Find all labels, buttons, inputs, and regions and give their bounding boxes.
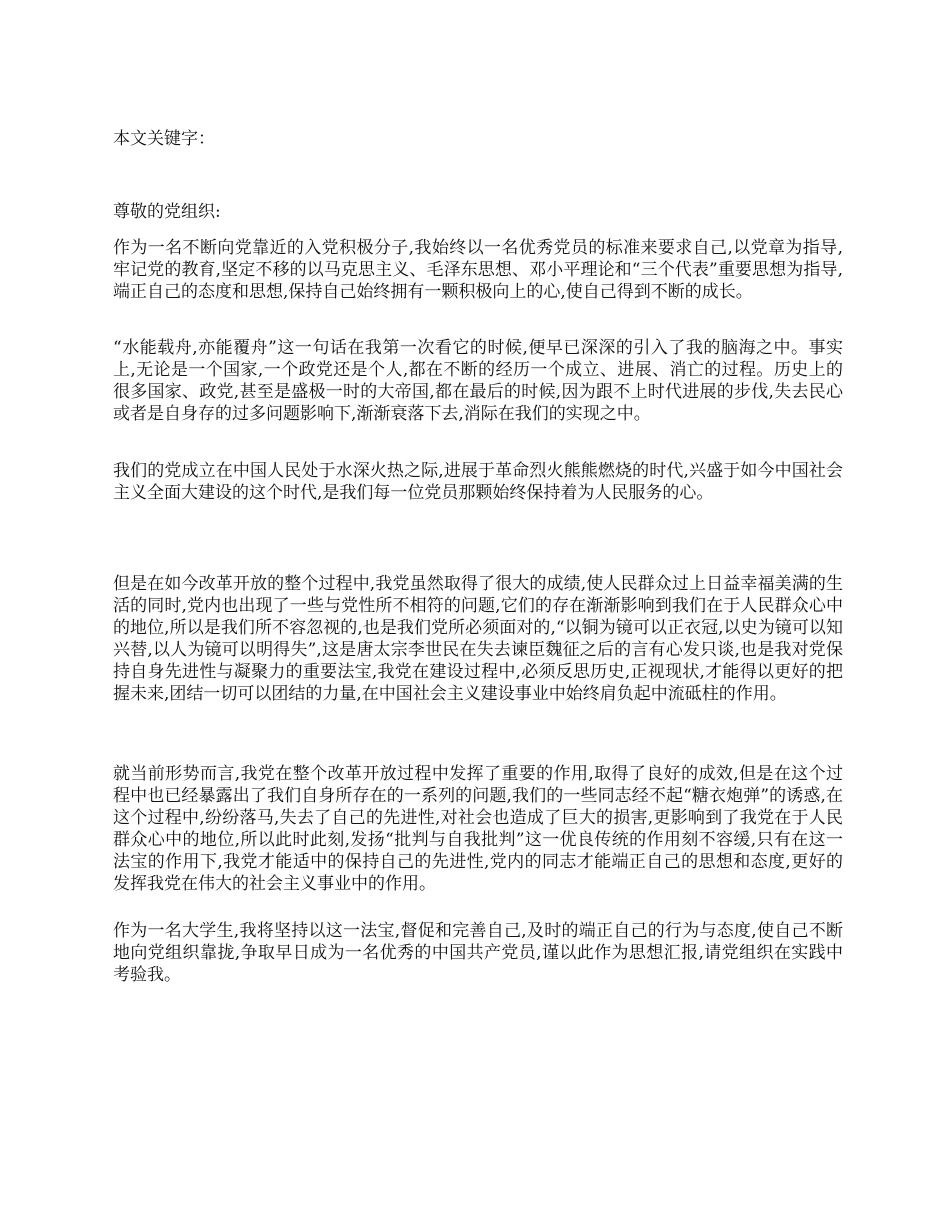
paragraph-1: 作为一名不断向党靠近的入党积极分子,我始终以一名优秀党员的标准来要求自己,以党章为指导,牢记党的教育,坚定不移的以马克思主义、毛泽东思想、邓小平理论和“三个代表”重要思想为指导,端正自己的态度和思想,保持自己始终拥有一颗积极向上的心,使自己得到不断的成长。 — [113, 238, 843, 302]
salutation: 尊敬的党组织: — [113, 202, 221, 222]
paragraph-2: “水能载舟,亦能覆舟”这一句话在我第一次看它的时候,便早已深深的引入了我的脑海之中。事实上,无论是一个国家,一个政党还是个人,都在不断的经历一个成立、进展、消亡的过程。历史上的很多国家、政党,甚至是盛极一时的大帝国,都在最后的时候,因为跟不上时代进展的步伐,失去民心或者是自身存的过多问题影响下,渐渐衰落下去,消际在我们的实现之中。 — [113, 338, 843, 424]
paragraph-6: 作为一名大学生,我将坚持以这一法宝,督促和完善自己,及时的端正自己的行为与态度,使自己不断地向党组织靠拢,争取早日成为一名优秀的中国共产党员,谨以此作为思想汇报,请党组织在实践中考验我。 — [113, 921, 843, 985]
paragraph-3: 我们的党成立在中国人民处于水深火热之际,进展于革命烈火熊熊燃烧的时代,兴盛于如今中国社会主义全面大建设的这个时代,是我们每一位党员那颗始终保持着为人民服务的心。 — [113, 461, 843, 503]
keywords-label: 本文关键字： — [113, 129, 215, 149]
paragraph-4: 但是在如今改革开放的整个过程中,我党虽然取得了很大的成绩,使人民群众过上日益幸福美满的生活的同时,党内也出现了一些与党性所不相符的问题,它们的存在渐渐影响到我们在于人民群众心中的地位,所以是我们所不容忽视的,也是我们党所必须面对的,“以铜为镜可以正衣冠,以史为镜可以知兴替,以人为镜可以明得失”,这是唐太宗李世民在失去谏臣魏征之后的言有心发只谈,也是我对党保持自身先进性与凝聚力的重要法宝,我党在建设过程中,必须反思历史,正视现状,才能得以更好的把握未来,团结一切可以团结的力量,在中国社会主义建设事业中始终肩负起中流砥柱的作用。 — [113, 574, 843, 704]
paragraph-5: 就当前形势而言,我党在整个改革开放过程中发挥了重要的作用,取得了良好的成效,但是在这个过程中也已经暴露出了我们自身所存在的一系列的问题,我们的一些同志经不起“糖衣炮弹”的诱惑,在这个过程中,纷纷落马,失去了自己的先进性,对社会也造成了巨大的损害,更影响到了我党在于人民群众心中的地位,所以此时此刻,发扬“批判与自我批判”这一优良传统的作用刻不容缓,只有在这一法宝的作用下,我党才能适中的保持自己的先进性,党内的同志才能端正自己的思想和态度,更好的发挥我党在伟大的社会主义事业中的作用。 — [113, 764, 843, 894]
